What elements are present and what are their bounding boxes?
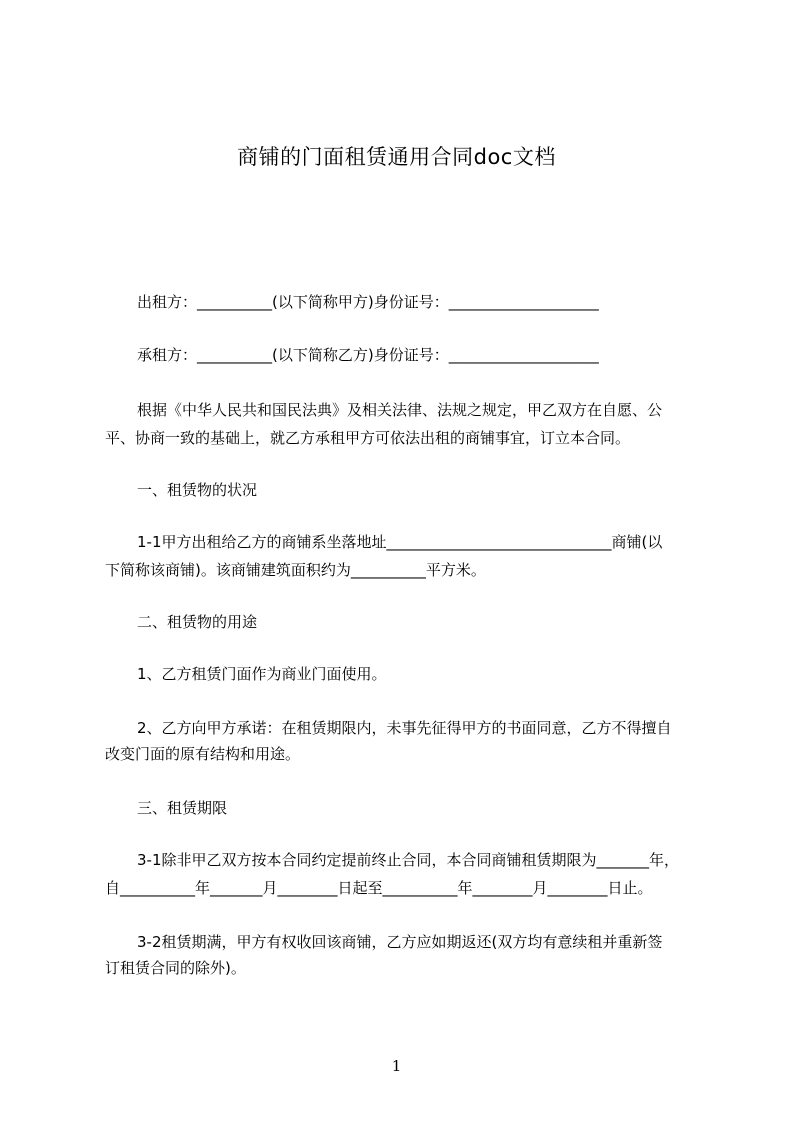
clause-3-1-line-2: 自__________年_______月________日起至__________年________月________日止。	[105, 879, 653, 897]
clause-2-2-line-2: 改变门面的原有结构和用途。	[105, 745, 301, 763]
document-title: 商铺的门面租赁通用合同doc文档	[237, 145, 556, 169]
clause-3-2-line-2: 订租赁合同的除外)。	[105, 959, 246, 977]
section-1-heading: 一、租赁物的状况	[137, 481, 258, 499]
clause-3-2-line-1: 3-2租赁期满，甲方有权收回该商铺，乙方应如期返还(双方均有意续租并重新签	[137, 933, 663, 951]
page-number: 1	[391, 1057, 402, 1075]
section-3-heading: 三、租赁期限	[137, 799, 228, 817]
clause-1-1-line-1: 1-1甲方出租给乙方的商铺系坐落地址______________________________商铺(以	[137, 533, 663, 551]
clause-2-2-line-1: 2、乙方向甲方承诺：在租赁期限内，未事先征得甲方的书面同意，乙方不得擅自	[137, 719, 672, 737]
clause-3-1-line-1: 3-1除非甲乙双方按本合同约定提前终止合同，本合同商铺租赁期限为_______年，	[137, 851, 680, 869]
clause-2-1: 1、乙方租赁门面作为商业门面使用。	[137, 665, 387, 683]
section-2-heading: 二、租赁物的用途	[137, 613, 258, 631]
lessee-line: 承租方：__________(以下简称乙方)身份证号：____________________	[137, 346, 599, 364]
clause-1-1-line-2: 下简称该商铺)。该商铺建筑面积约为__________平方米。	[105, 561, 486, 579]
lessor-line: 出租方：__________(以下简称甲方)身份证号：____________________	[137, 293, 599, 311]
preamble-line-2: 平、协商一致的基础上，就乙方承租甲方可依法出租的商铺事宜，订立本合同。	[105, 429, 631, 447]
preamble-line-1: 根据《中华人民共和国民法典》及相关法律、法规之规定，甲乙双方在自愿、公	[137, 401, 663, 419]
